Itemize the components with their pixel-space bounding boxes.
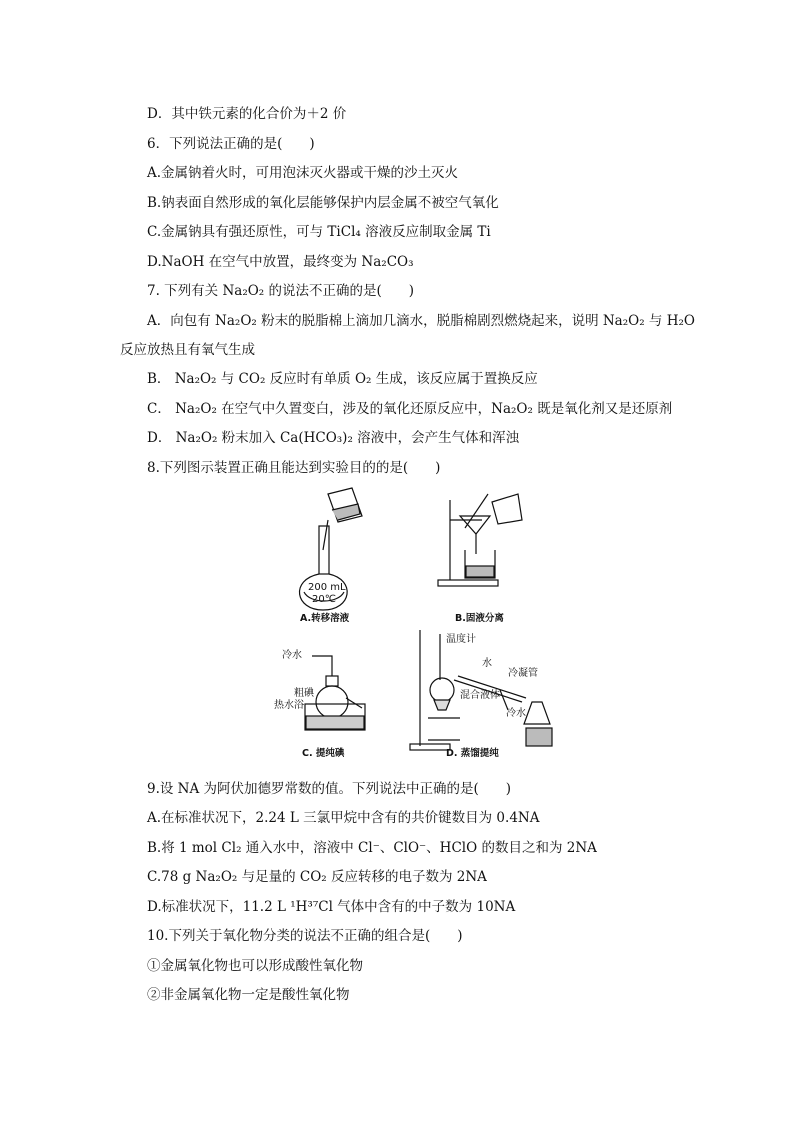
label-crude-iodine: 粗碘 xyxy=(294,688,314,699)
label-cold-water-d: 冷水 xyxy=(506,708,526,719)
line-d-iron-valence: D．其中铁元素的化合价为＋2 价 xyxy=(147,106,347,122)
figure-a-caption: A.转移溶液 xyxy=(300,613,350,624)
q6-option-d: D.NaOH 在空气中放置，最终变为 Na₂CO₃ xyxy=(147,254,414,270)
question-9-stem: 9.设 NA 为阿伏加德罗常数的值。下列说法中正确的是( ) xyxy=(147,781,512,797)
question-8-stem: 8.下列图示装置正确且能达到实验目的的是( ) xyxy=(147,460,441,476)
flask-volume-label: 200 mL xyxy=(308,582,346,593)
q6-option-c: C.金属钠具有强还原性，可与 TiCl₄ 溶液反应制取金属 Ti xyxy=(147,224,491,240)
label-mixture: 混合液体 xyxy=(460,690,500,701)
figure-b-filtration xyxy=(438,494,522,586)
q7-option-d: D． Na₂O₂ 粉末加入 Ca(HCO₃)₂ 溶液中，会产生气体和浑浊 xyxy=(147,430,520,446)
q10-item-2: ②非金属氧化物一定是酸性氧化物 xyxy=(147,987,350,1003)
q9-option-c: C.78 g Na₂O₂ 与足量的 CO₂ 反应转移的电子数为 2NA xyxy=(147,869,487,885)
q6-option-a: A.金属钠着火时，可用泡沫灭火器或干燥的沙土灭火 xyxy=(147,165,459,181)
flask-temp-label: 20℃ xyxy=(312,594,336,605)
apparatus-figure xyxy=(260,480,560,770)
q7-option-c: C． Na₂O₂ 在空气中久置变白，涉及的氧化还原反应中，Na₂O₂ 既是氧化剂又是还原剂 xyxy=(147,401,673,417)
q7-option-b: B． Na₂O₂ 与 CO₂ 反应时有单质 O₂ 生成，该反应属于置换反应 xyxy=(147,371,538,387)
question-6-stem: 6．下列说法正确的是( ) xyxy=(147,136,315,152)
figure-b-caption: B.固液分离 xyxy=(455,613,504,624)
figure-d-caption: D. 蒸馏提纯 xyxy=(446,748,499,759)
q9-option-d: D.标准状况下，11.2 L ¹H³⁷Cl 气体中含有的中子数为 10NA xyxy=(147,899,516,915)
label-hot-water-bath: 热水浴 xyxy=(274,700,304,711)
question-7-stem: 7. 下列有关 Na₂O₂ 的说法不正确的是( ) xyxy=(147,283,415,299)
label-water: 水 xyxy=(482,658,492,669)
label-cold-water-c: 冷水 xyxy=(282,650,302,661)
label-condenser: 冷凝管 xyxy=(508,668,538,679)
figure-c-sublimation xyxy=(305,656,365,730)
question-10-stem: 10.下列关于氧化物分类的说法不正确的组合是( ) xyxy=(147,928,463,944)
q7-option-a-cont: 反应放热且有氧气生成 xyxy=(120,342,255,358)
q7-option-a: A．向包有 Na₂O₂ 粉末的脱脂棉上滴加几滴水，脱脂棉剧烈燃烧起来，说明 Na₂O₂ 与 H₂O xyxy=(147,313,695,329)
q9-option-b: B.将 1 mol Cl₂ 通入水中，溶液中 Cl⁻、ClO⁻、HClO 的数目之和为 2NA xyxy=(147,840,597,856)
figure-c-caption: C. 提纯碘 xyxy=(302,748,345,759)
label-thermometer: 温度计 xyxy=(446,634,476,645)
q6-option-b: B.钠表面自然形成的氧化层能够保护内层金属不被空气氧化 xyxy=(147,195,499,211)
q9-option-a: A.在标准状况下，2.24 L 三氯甲烷中含有的共价键数目为 0.4NA xyxy=(147,810,540,826)
q10-item-1: ①金属氧化物也可以形成酸性氧化物 xyxy=(147,958,363,974)
